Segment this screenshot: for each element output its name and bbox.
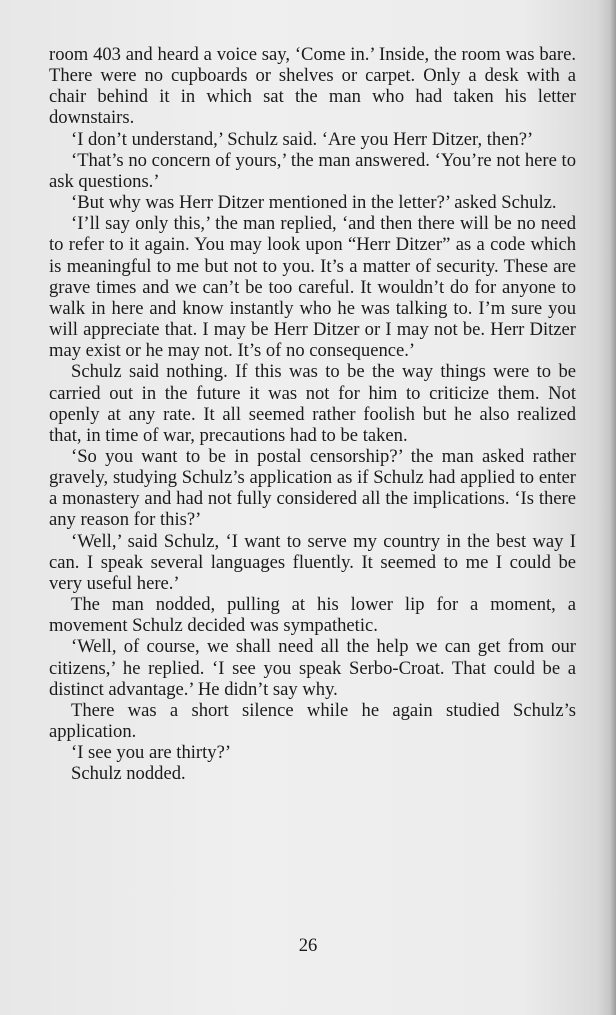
paragraph: ‘So you want to be in postal censorship?’ the man asked rather gravely, studying Schulz’s application as if Schulz had applied to enter a monastery and had not fully considered all the implications. ‘Is there any reason for this?’ <box>49 445 576 531</box>
body-text <box>49 44 576 784</box>
paragraph: The man nodded, pulling at his lower lip for a moment, a movement Schulz decided was sympathetic. <box>49 594 576 637</box>
paragraph: ‘But why was Herr Ditzer mentioned in the letter?’ asked Schulz. <box>71 192 557 214</box>
paragraph: ‘That’s no concern of yours,’ the man answered. ‘You’re not here to ask questions.’ <box>49 149 576 192</box>
paragraph: ‘I don’t understand,’ Schulz said. ‘Are you Herr Ditzer, then?’ <box>71 128 534 150</box>
paragraph: ‘Well, of course, we shall need all the help we can get from our citizens,’ he replied. ‘I see you speak Serbo-Croat. That could be a distinct advantage.’ He didn’t say why. <box>49 636 576 700</box>
paragraph: Schulz said nothing. If this was to be the way things were to be carried out in the future it was not for him to criticize them. Not openly at any rate. It all seemed rather foolish but he also realized that, in time of war, precautions had to be taken. <box>49 361 576 446</box>
paragraph: Schulz nodded. <box>71 763 186 785</box>
paragraph: ‘I’ll say only this,’ the man replied, ‘and then there will be no need to refer to it again. You may look upon “Herr Ditzer” as a code which is meaningful to me but not to you. It’s a matter of security. These are grave times and we can’t be too careful. It wouldn’t do for anyone to walk in here and know instantly who he was talking to. I’m sure you will appreciate that. I may be Herr Ditzer or I may not be. Herr Ditzer may exist or he may not. It’s of no consequence.’ <box>49 213 576 362</box>
page-number: 26 <box>298 935 318 956</box>
page-edge-shadow <box>610 0 616 1015</box>
paragraph: ‘Well,’ said Schulz, ‘I want to serve my country in the best way I can. I speak several languages fluently. It seemed to me I could be very useful here.’ <box>49 530 576 594</box>
paragraph: There was a short silence while he again studied Schulz’s application. <box>49 699 576 742</box>
paragraph: room 403 and heard a voice say, ‘Come in.’ Inside, the room was bare. There were no cupboards or shelves or carpet. Only a desk with a chair behind it in which sat the man who had taken his letter downstairs. <box>49 44 576 129</box>
paragraph: ‘I see you are thirty?’ <box>71 742 232 764</box>
